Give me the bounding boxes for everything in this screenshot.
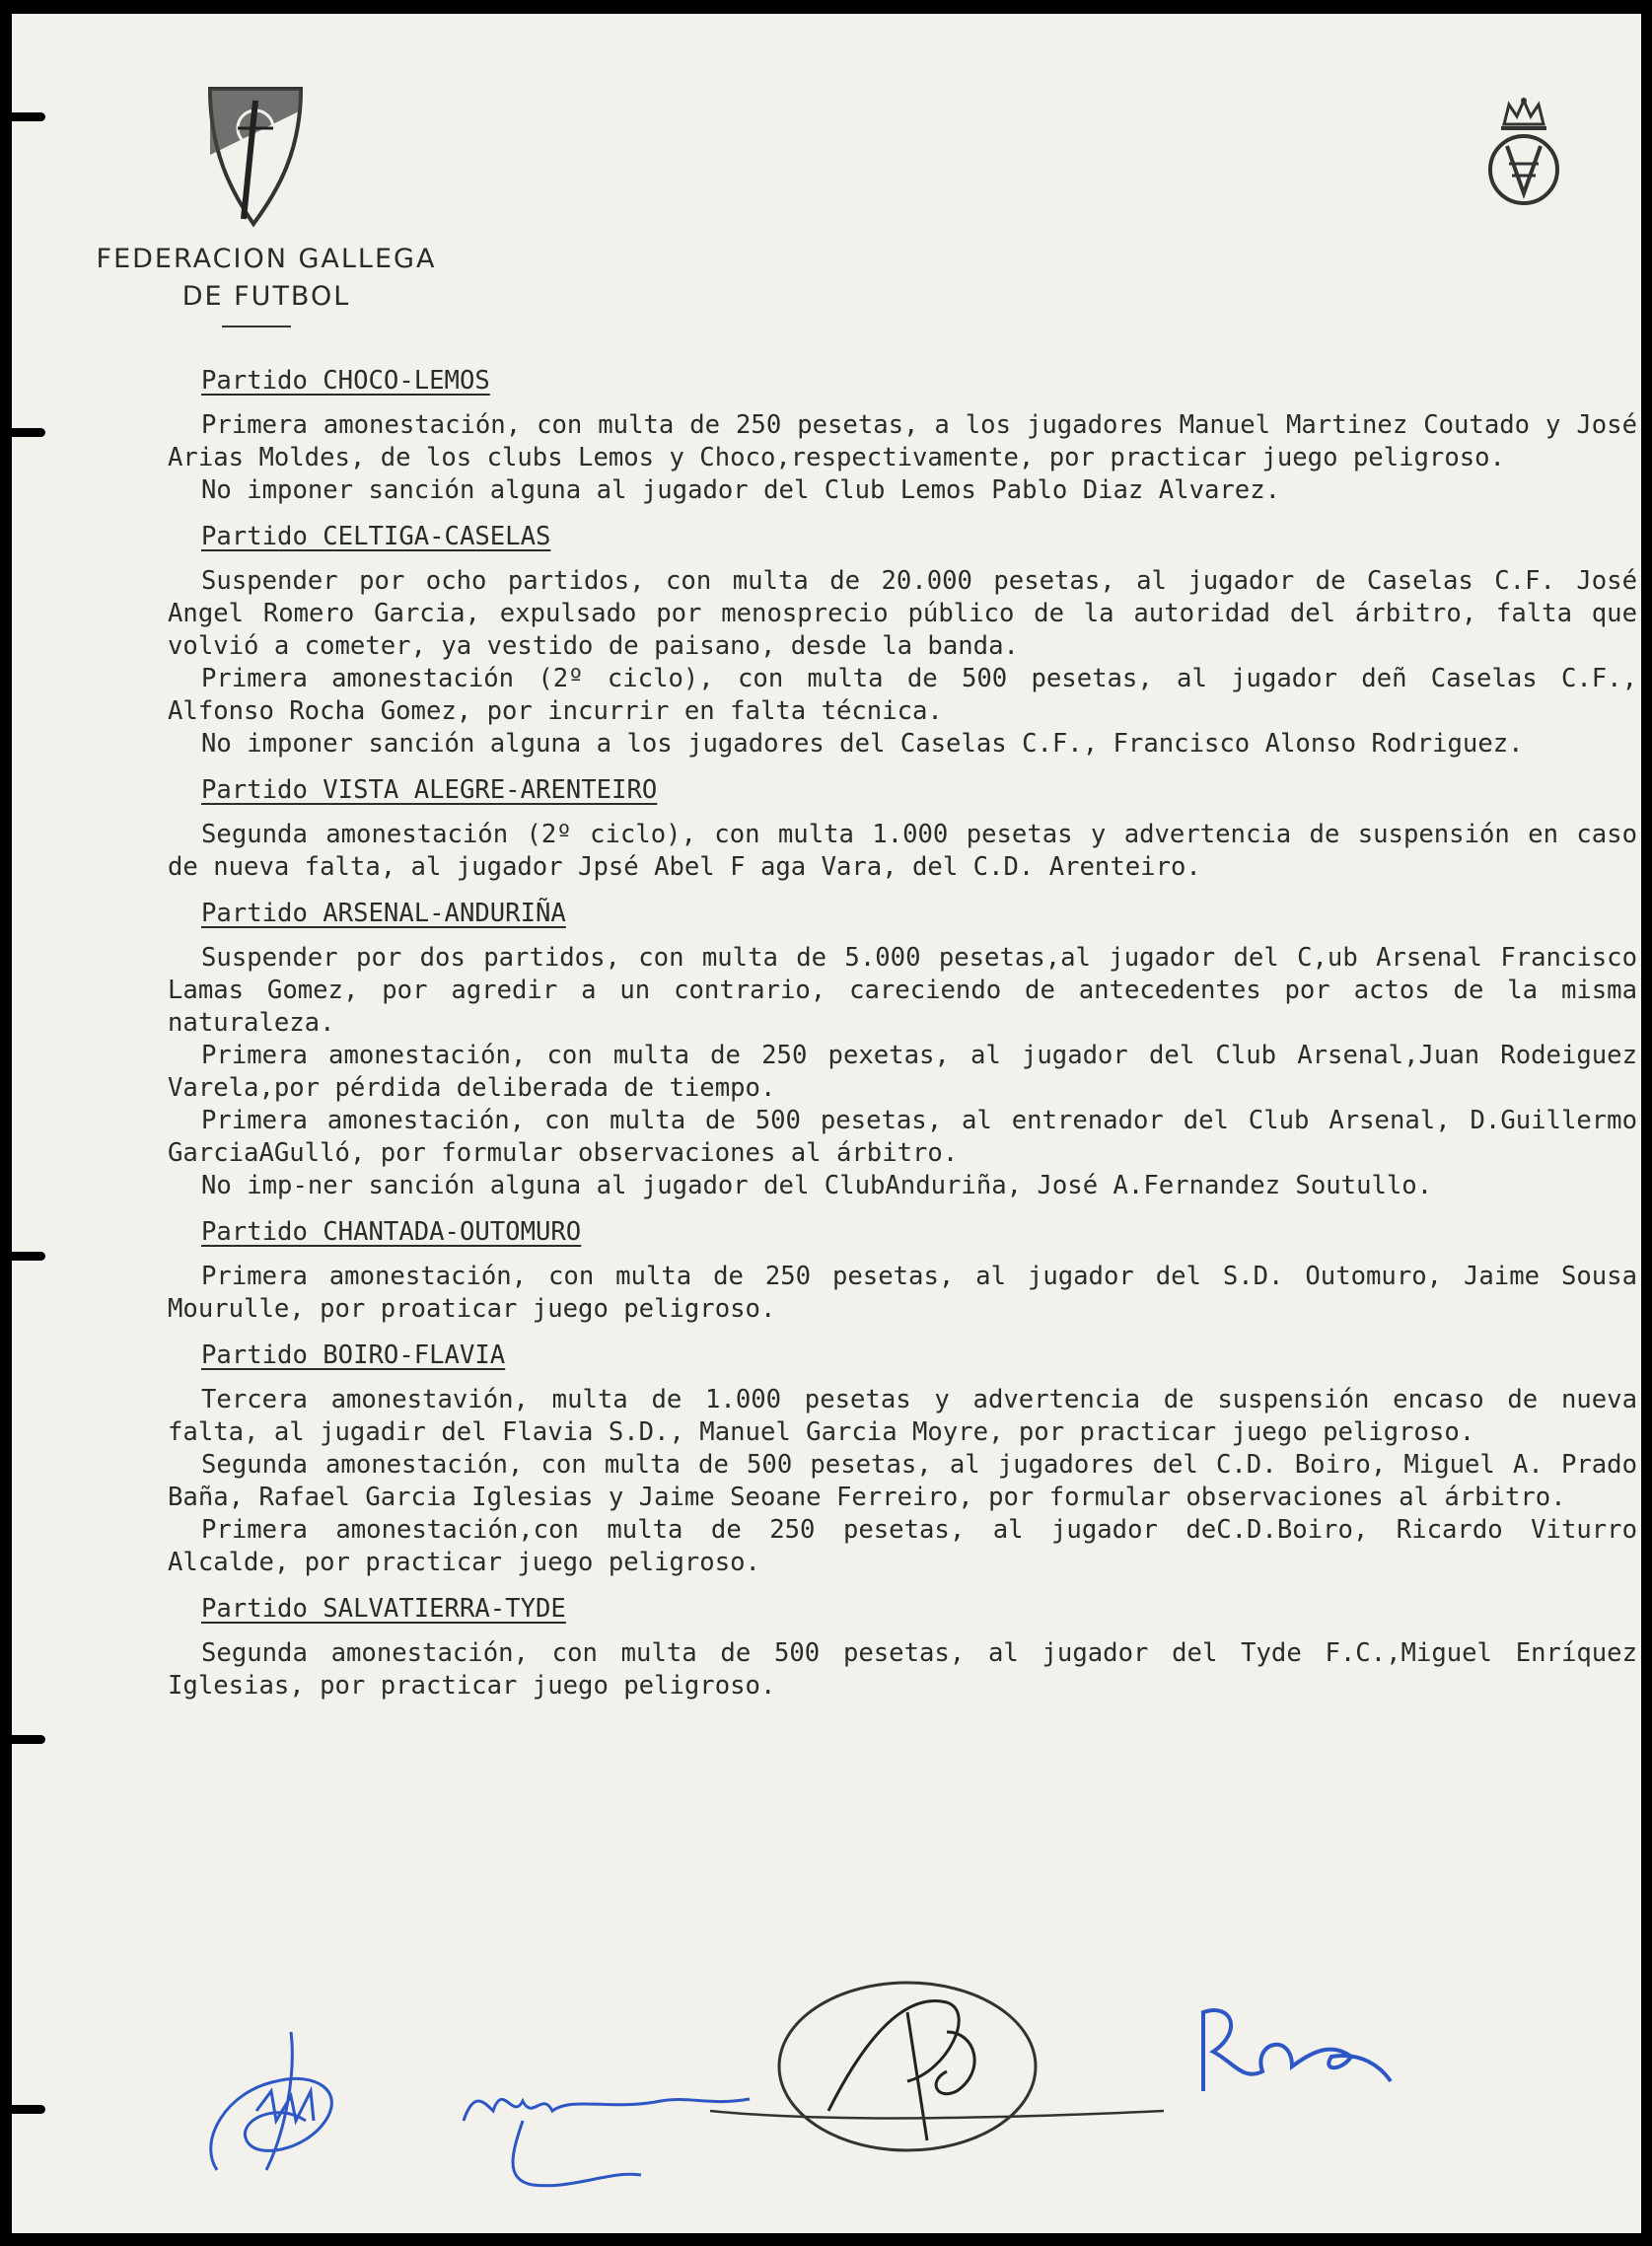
galician-federation-shield-icon — [202, 81, 311, 229]
signature-1 — [211, 2032, 332, 2170]
binder-hole — [12, 2105, 45, 2114]
section-arsenal-andurina — [168, 898, 1637, 1202]
federation-name-line2: DE FUTBOL — [181, 281, 351, 312]
section-heading: Partido VISTA ALEGRE-ARENTEIRO — [201, 775, 658, 805]
paragraph: Primera amonestación, con multa de 250 pexetas, al jugador del Club Arsenal,Juan Rodeiguez Varela,por pérdida deliberada de tiempo. — [168, 1041, 1637, 1103]
signature-3-with-seal — [710, 1983, 1164, 2150]
section-heading: Partido CHANTADA-OUTOMURO — [201, 1217, 582, 1247]
signature-2 — [464, 2099, 750, 2186]
divider — [222, 326, 291, 327]
paragraph: Primera amonestación, con multa de 250 pesetas, al jugador del S.D. Outomuro, Jaime Sousa Mourulle, por proaticar juego peligroso. — [168, 1262, 1637, 1324]
section-salvatierra-tyde — [168, 1593, 1637, 1703]
section-heading: Partido CELTIGA-CASELAS — [201, 522, 551, 551]
section-choco-lemos — [168, 365, 1637, 507]
paragraph: Suspender por ocho partidos, con multa de 20.000 pesetas, al jugador de Caselas C.F. José Angel Romero Garcia, expulsado por menosprecio público de la autoridad del árbitro, falta que volvió a cometer, ya vestido de paisano, desde la banda. — [168, 566, 1637, 661]
paragraph: No imponer sanción alguna al jugador del Club Lemos Pablo Diaz Alvarez. — [201, 475, 1281, 505]
section-heading: Partido CHOCO-LEMOS — [201, 366, 490, 396]
section-heading: Partido ARSENAL-ANDURIÑA — [201, 899, 566, 928]
section-boiro-flavia — [168, 1340, 1637, 1579]
paragraph: Tercera amonestavión, multa de 1.000 pesetas y advertencia de suspensión encaso de nueva falta, al jugadir del Flavia S.D., Manuel Garcia Moyre, por practicar juego peligroso. — [168, 1385, 1637, 1447]
paragraph: Primera amonestación,con multa de 250 pesetas, al jugador deC.D.Boiro, Ricardo Viturro Alcalde, por practicar juego peligroso. — [168, 1515, 1637, 1577]
signature-4 — [1203, 2010, 1391, 2091]
paragraph: Primera amonestación (2º ciclo), con multa de 500 pesetas, al jugador deñ Caselas C.F., Alfonso Rocha Gomez, por incurrir en falta técnica. — [168, 664, 1637, 726]
section-celtiga-caselas — [168, 521, 1637, 761]
spanish-federation-crown-emblem-icon — [1479, 95, 1568, 209]
paragraph: Segunda amonestación, con multa de 500 pesetas, al jugador del Tyde F.C.,Miguel Enríquez Iglesias, por practicar juego peligroso. — [168, 1638, 1637, 1701]
signatures — [197, 1973, 1499, 2200]
section-vista-alegre-arenteiro — [168, 774, 1637, 884]
federation-name — [59, 241, 473, 316]
binder-hole — [12, 428, 45, 437]
binder-hole — [12, 112, 45, 121]
binder-hole — [12, 1252, 45, 1261]
paragraph: Suspender por dos partidos, con multa de 5.000 pesetas,al jugador del C,ub Arsenal Francisco Lamas Gomez, por agredir a un contrario, careciendo de antecedentes por actos de la misma naturaleza. — [168, 943, 1637, 1038]
sanctions-text — [168, 365, 1637, 1716]
section-chantada-outomuro — [168, 1216, 1637, 1326]
federation-name-line1: FEDERACION GALLEGA — [96, 244, 437, 274]
paragraph: Segunda amonestación (2º ciclo), con multa 1.000 pesetas y advertencia de suspensión en caso de nueva falta, al jugador Jpsé Abel F aga Vara, del C.D. Arenteiro. — [168, 820, 1637, 882]
paragraph: Segunda amonestación, con multa de 500 pesetas, al jugadores del C.D. Boiro, Miguel A. Prado Baña, Rafael Garcia Iglesias y Jaime Seoane Ferreiro, por formular observaciones al árbitro. — [168, 1450, 1637, 1512]
section-heading: Partido SALVATIERRA-TYDE — [201, 1594, 566, 1624]
paragraph: No imponer sanción alguna a los jugadores del Caselas C.F., Francisco Alonso Rodriguez. — [201, 729, 1524, 759]
paragraph: Primera amonestación, con multa de 250 pesetas, a los jugadores Manuel Martinez Coutado y José Arias Moldes, de los clubs Lemos y Choco,respectivamente, por practicar juego peligroso. — [168, 410, 1637, 472]
binder-hole — [12, 1735, 45, 1744]
paragraph: No imp-ner sanción alguna al jugador del ClubAnduriña, José A.Fernandez Soutullo. — [201, 1171, 1433, 1200]
section-heading: Partido BOIRO-FLAVIA — [201, 1340, 506, 1370]
paragraph: Primera amonestación, con multa de 500 pesetas, al entrenador del Club Arsenal, D.Guillermo GarciaAGulló, por formular observaciones al árbitro. — [168, 1106, 1637, 1168]
